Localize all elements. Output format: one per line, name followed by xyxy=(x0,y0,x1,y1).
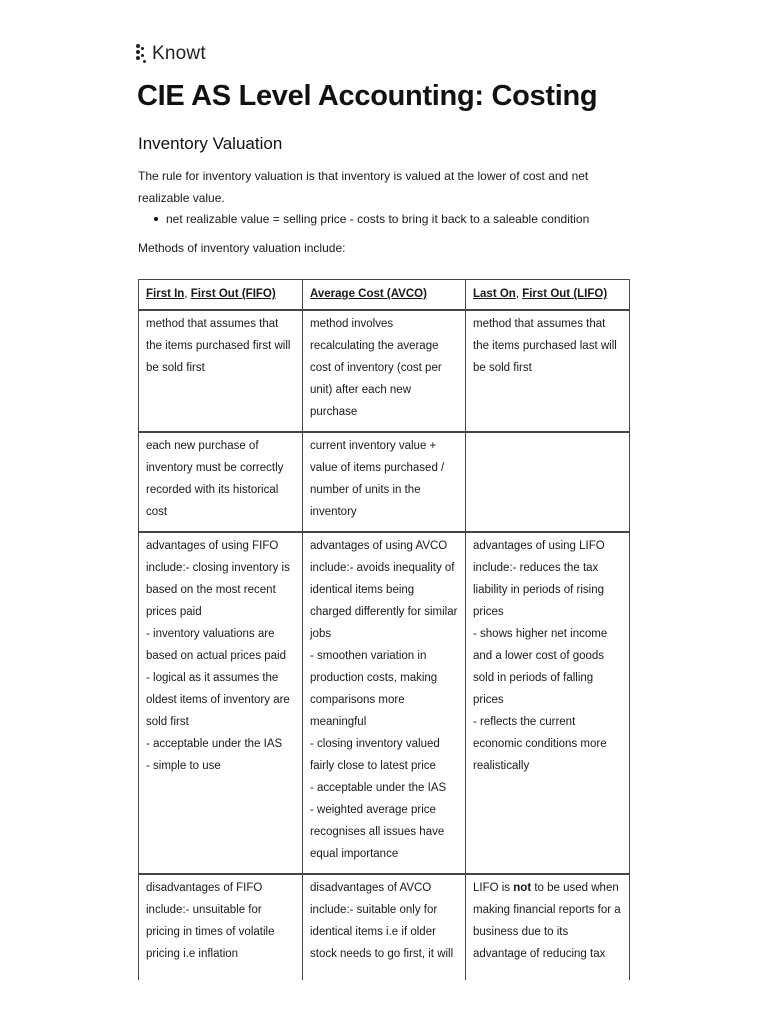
header-avco: Average Cost (AVCO) xyxy=(303,280,466,311)
table-cell: disadvantages of AVCO include:- suitable only for identical items i.e if older stock needs to go first, it will xyxy=(303,874,466,980)
brand-logo xyxy=(136,43,206,65)
table-cell: method that assumes that the items purchased first will be sold first xyxy=(139,310,303,432)
table-row xyxy=(139,532,630,874)
knowt-logo-icon xyxy=(136,44,146,64)
intro-paragraph: The rule for inventory valuation is that inventory is valued at the lower of cost and net realizable value. xyxy=(138,169,589,205)
bullet-item: net realizable value = selling price - costs to bring it back to a saleable condition xyxy=(138,208,589,230)
inventory-methods-table xyxy=(138,279,630,980)
table-cell: disadvantages of FIFO include:- unsuitable for pricing in times of volatile pricing i.e inflation xyxy=(139,874,303,980)
table-cell: advantages of using LIFO include:- reduces the tax liability in periods of rising prices - shows higher net income and a lower cost of goods sold in periods of falling prices - reflects the current economic conditions more realistically xyxy=(466,532,630,874)
table-header-row xyxy=(139,280,630,311)
brand-name: Knowt xyxy=(152,43,206,64)
table-cell: LIFO is not to be used when making financial reports for a business due to its advantage of reducing tax xyxy=(466,874,630,980)
page-title: CIE AS Level Accounting: Costing xyxy=(137,80,598,112)
methods-intro: Methods of inventory valuation include: xyxy=(138,241,346,255)
table-row xyxy=(139,310,630,432)
table-cell xyxy=(466,432,630,532)
table-row xyxy=(139,874,630,980)
table-cell: method involves recalculating the average cost of inventory (cost per unit) after each new purchase xyxy=(303,310,466,432)
table-cell: method that assumes that the items purchased last will be sold first xyxy=(466,310,630,432)
bullet-list xyxy=(138,208,589,230)
table-row xyxy=(139,432,630,532)
header-lifo: Last On, First Out (LIFO) xyxy=(466,280,630,311)
table-cell: advantages of using AVCO include:- avoids inequality of identical items being charged differently for similar jobs - smoothen variation in production costs, making comparisons more meaningful - closing inventory valued fairly close to latest price - acceptable under the IAS - weighted average price recognises all issues have equal importance xyxy=(303,532,466,874)
header-fifo: First In, First Out (FIFO) xyxy=(139,280,303,311)
section-heading: Inventory Valuation xyxy=(138,134,283,153)
table-cell: advantages of using FIFO include:- closing inventory is based on the most recent prices paid - inventory valuations are based on actual prices paid - logical as it assumes the oldest items of inventory are sold first - acceptable under the IAS - simple to use xyxy=(139,532,303,874)
table-cell: current inventory value + value of items purchased / number of units in the inventory xyxy=(303,432,466,532)
table-cell: each new purchase of inventory must be correctly recorded with its historical cost xyxy=(139,432,303,532)
